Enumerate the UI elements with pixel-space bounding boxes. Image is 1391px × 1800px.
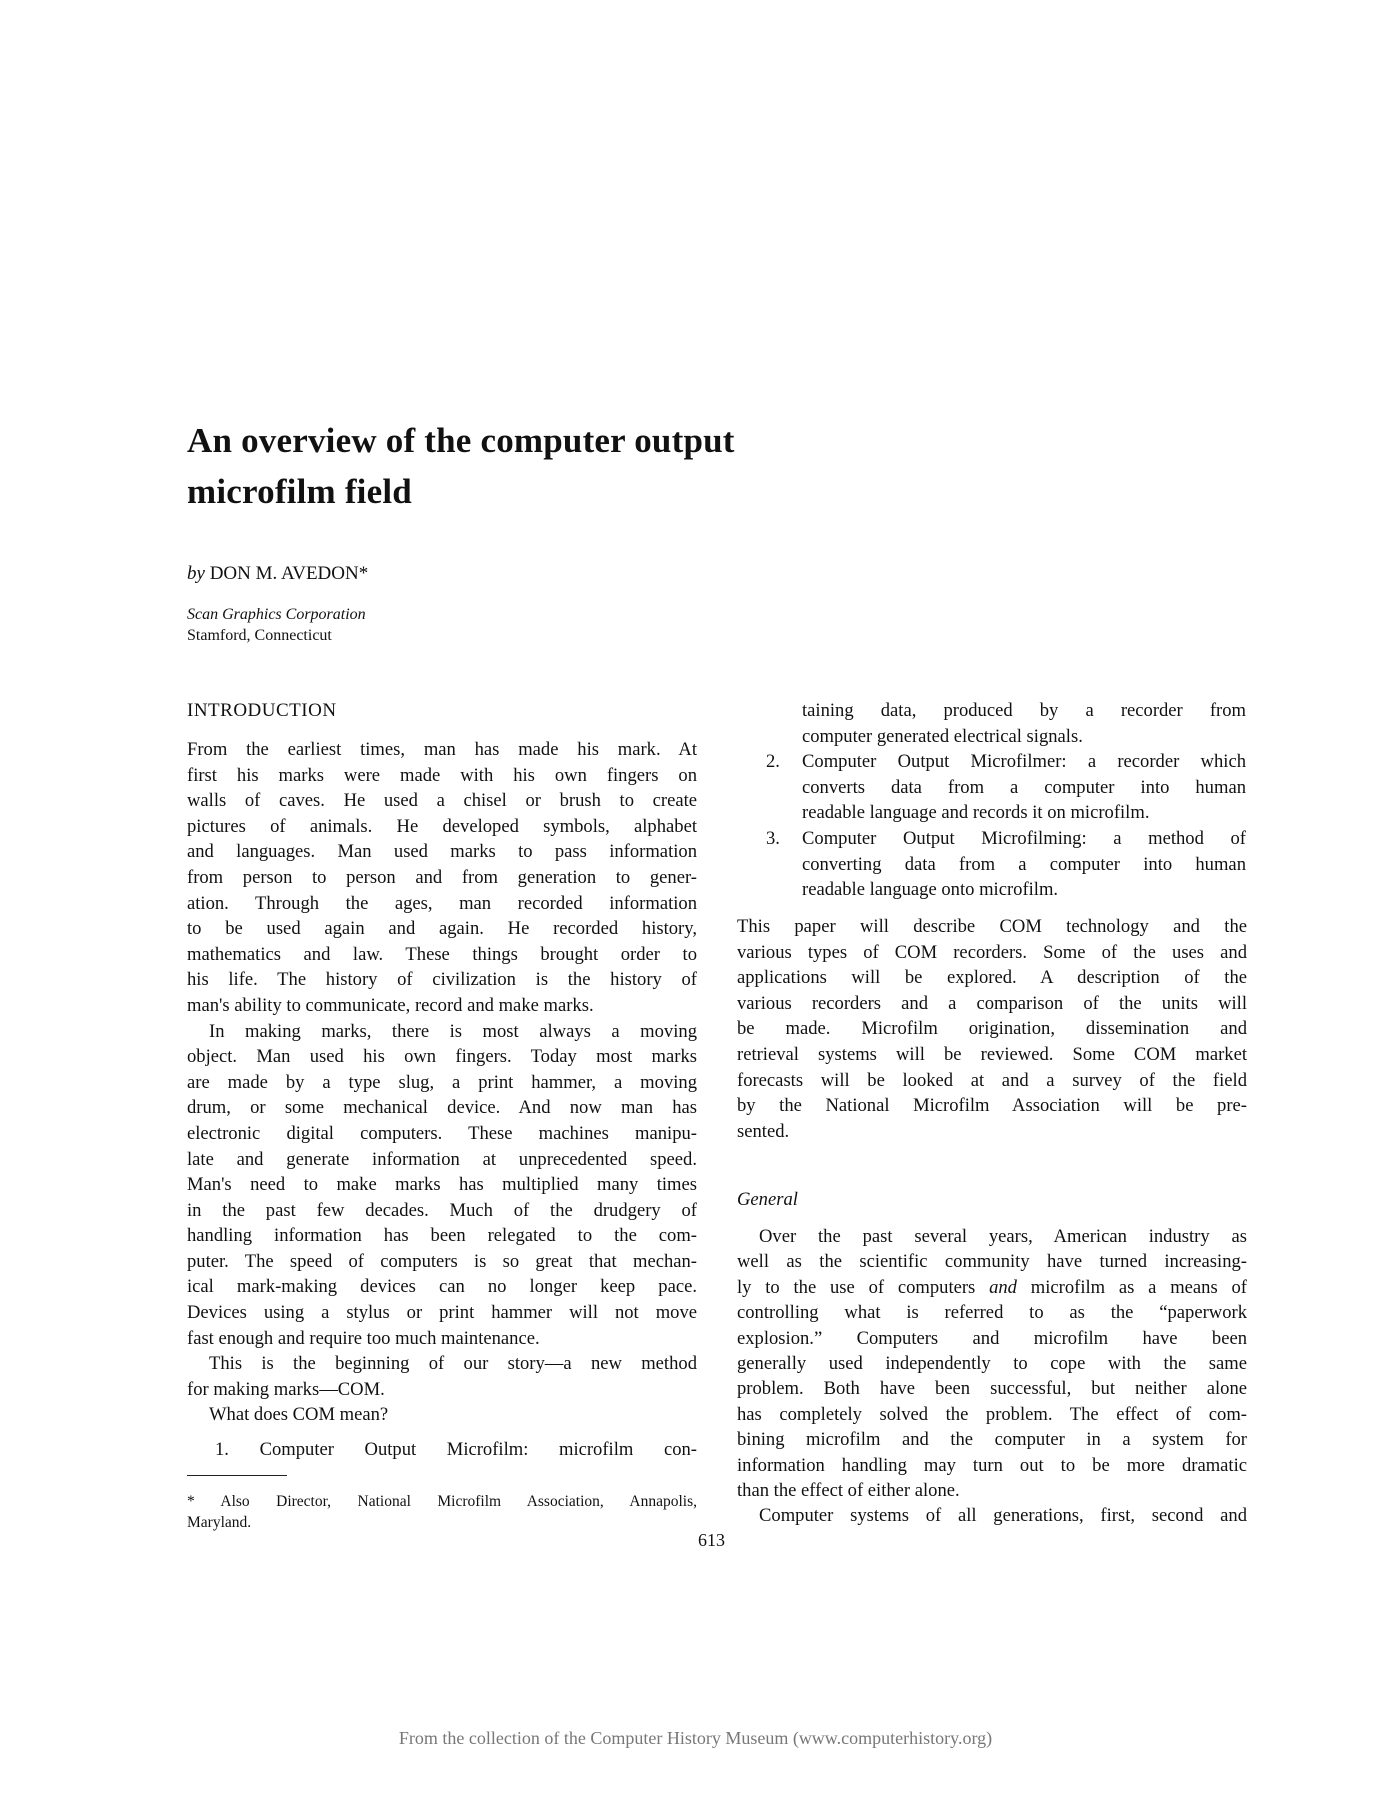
paragraph	[802, 749, 1246, 826]
text-line: handling information has been relegated to the com-	[187, 1225, 697, 1247]
list-number: 3.	[766, 827, 780, 849]
emphasis: and	[989, 1276, 1017, 1298]
text-line: Computer Output Microfilming: a method of	[802, 827, 1246, 849]
section-heading-introduction: INTRODUCTION	[187, 700, 337, 721]
right-paragraph-1	[737, 914, 1247, 1144]
title-line-1: An overview of the computer output	[187, 421, 735, 460]
text-line: converting data from a computer into human	[802, 853, 1246, 875]
paragraph	[187, 1491, 697, 1533]
text-line: his life. The history of civilization is the history of	[187, 969, 697, 991]
text-line: problem. Both have been successful, but neither alone	[737, 1378, 1247, 1400]
text-line: Maryland.	[187, 1514, 252, 1531]
text-line: ical mark-making devices can no longer keep pace.	[187, 1276, 697, 1298]
text-line: has completely solved the problem. The effect of com-	[737, 1403, 1247, 1425]
text-line: Computer Output Microfilmer: a recorder which	[802, 751, 1246, 773]
affiliation-org: Scan Graphics Corporation	[187, 606, 366, 623]
text-line: man's ability to communicate, record and make marks.	[187, 994, 594, 1016]
text-line: retrieval systems will be reviewed. Some COM market	[737, 1043, 1247, 1065]
list-item-2	[766, 749, 1246, 826]
paragraph	[737, 914, 1247, 1144]
title-line-2: microfilm field	[187, 472, 412, 511]
list-item-1-line	[187, 1437, 697, 1463]
paragraph	[737, 1224, 1247, 1503]
text-line: From the earliest times, man has made his mark. At	[187, 739, 697, 760]
text-line: to be used again and again. He recorded history,	[187, 918, 697, 940]
text-line: In making marks, there is most always a moving	[209, 1020, 697, 1042]
text-line: ation. Through the ages, man recorded information	[187, 892, 697, 914]
text-line: Computer systems of all generations, first, second and	[759, 1505, 1247, 1527]
list-item-1	[802, 698, 1246, 749]
text-line: Over the past several years, American industry as	[759, 1226, 1247, 1247]
author-name: DON M. AVEDON*	[209, 563, 369, 584]
text-line: puter. The speed of computers is so great that mechan-	[187, 1250, 697, 1272]
text-segment: ly to the use of computers	[737, 1276, 990, 1298]
subheading-general: General	[737, 1189, 798, 1210]
paragraph	[187, 737, 697, 1019]
text-line: well as the scientific community have turned increasing-	[737, 1251, 1247, 1273]
text-line: than the effect of either alone.	[737, 1480, 960, 1502]
affiliation-place: Stamford, Connecticut	[187, 627, 332, 644]
text-line: for making marks—COM.	[187, 1378, 385, 1400]
text-line: computer generated electrical signals.	[802, 725, 1083, 747]
text-line: Man's need to make marks has multiplied many times	[187, 1174, 697, 1196]
text-line: be made. Microfilm origination, dissemination and	[737, 1018, 1247, 1040]
text-line: explosion.” Computers and microfilm have been	[737, 1327, 1247, 1349]
text-line: in the past few decades. Much of the drudgery of	[187, 1199, 697, 1221]
footnote-rule	[187, 1475, 287, 1476]
byline	[187, 563, 368, 585]
text-line: from person to person and from generation to gener-	[187, 866, 697, 888]
list-item-1	[187, 1437, 697, 1463]
text-line: converts data from a computer into human	[802, 776, 1246, 798]
text-line	[737, 1275, 1247, 1300]
text-line: and languages. Man used marks to pass information	[187, 841, 697, 863]
text-line: are made by a type slug, a print hammer, a moving	[187, 1071, 697, 1093]
text-line: various types of COM recorders. Some of the uses and	[737, 941, 1247, 963]
text-line: Devices using a stylus or print hammer will not move	[187, 1302, 697, 1324]
paragraph	[187, 1351, 697, 1402]
text-line: This is the beginning of our story—a new method	[209, 1353, 697, 1375]
text-line: This paper will describe COM technology and the	[737, 916, 1247, 937]
left-column-body	[187, 737, 697, 1428]
page-number: 613	[698, 1530, 725, 1550]
text-line: What does COM mean?	[209, 1404, 389, 1426]
text-line: readable language and records it on microfilm.	[802, 802, 1150, 824]
text-line: * Also Director, National Microfilm Association, Annapolis,	[187, 1493, 697, 1510]
paragraph	[187, 1019, 697, 1352]
text-line: generally used independently to cope with the same	[737, 1353, 1247, 1375]
text-line: sented.	[737, 1120, 790, 1142]
text-segment: microfilm as a means of	[1016, 1276, 1247, 1298]
text-line: various recorders and a comparison of the units will	[737, 992, 1247, 1014]
text-line: electronic digital computers. These machines manipu-	[187, 1122, 697, 1144]
text-line: applications will be explored. A description of the	[737, 967, 1247, 989]
text-line: object. Man used his own fingers. Today most marks	[187, 1046, 697, 1068]
text-line: mathematics and law. These things brought order to	[187, 943, 697, 965]
list-number: 2.	[766, 751, 780, 773]
right-column-list	[766, 698, 1246, 903]
footnote	[187, 1491, 697, 1533]
text-line: controlling what is referred to as the “paperwork	[737, 1302, 1247, 1324]
footer-credit: From the collection of the Computer History Museum (www.computerhistory.org)	[398, 1728, 993, 1748]
text-line: bining microfilm and the computer in a system for	[737, 1429, 1247, 1451]
text-line: readable language onto microfilm.	[802, 879, 1059, 901]
text-line: fast enough and require too much maintenance.	[187, 1327, 540, 1349]
list-number: 1.	[215, 1439, 229, 1460]
text-line: taining data, produced by a recorder from	[802, 700, 1246, 721]
right-paragraph-2	[737, 1224, 1247, 1529]
text-line: late and generate information at unprecedented speed.	[187, 1148, 697, 1170]
paragraph	[802, 698, 1246, 749]
text-line: drum, or some mechanical device. And now man has	[187, 1097, 697, 1119]
list-item-3	[766, 826, 1246, 903]
paragraph	[802, 826, 1246, 903]
text-line: pictures of animals. He developed symbols, alphabet	[187, 815, 697, 837]
list-text: Computer Output Microfilm: microfilm con-	[259, 1439, 697, 1460]
text-line: forecasts will be looked at and a survey of the field	[737, 1069, 1247, 1091]
paragraph	[187, 1402, 697, 1428]
byline-by: by	[187, 563, 205, 584]
text-line: by the National Microfilm Association will be pre-	[737, 1095, 1247, 1117]
text-line: walls of caves. He used a chisel or brush to create	[187, 790, 697, 812]
text-line: first his marks were made with his own fingers on	[187, 764, 697, 786]
text-line: information handling may turn out to be more dramatic	[737, 1454, 1247, 1476]
paragraph	[737, 1503, 1247, 1528]
